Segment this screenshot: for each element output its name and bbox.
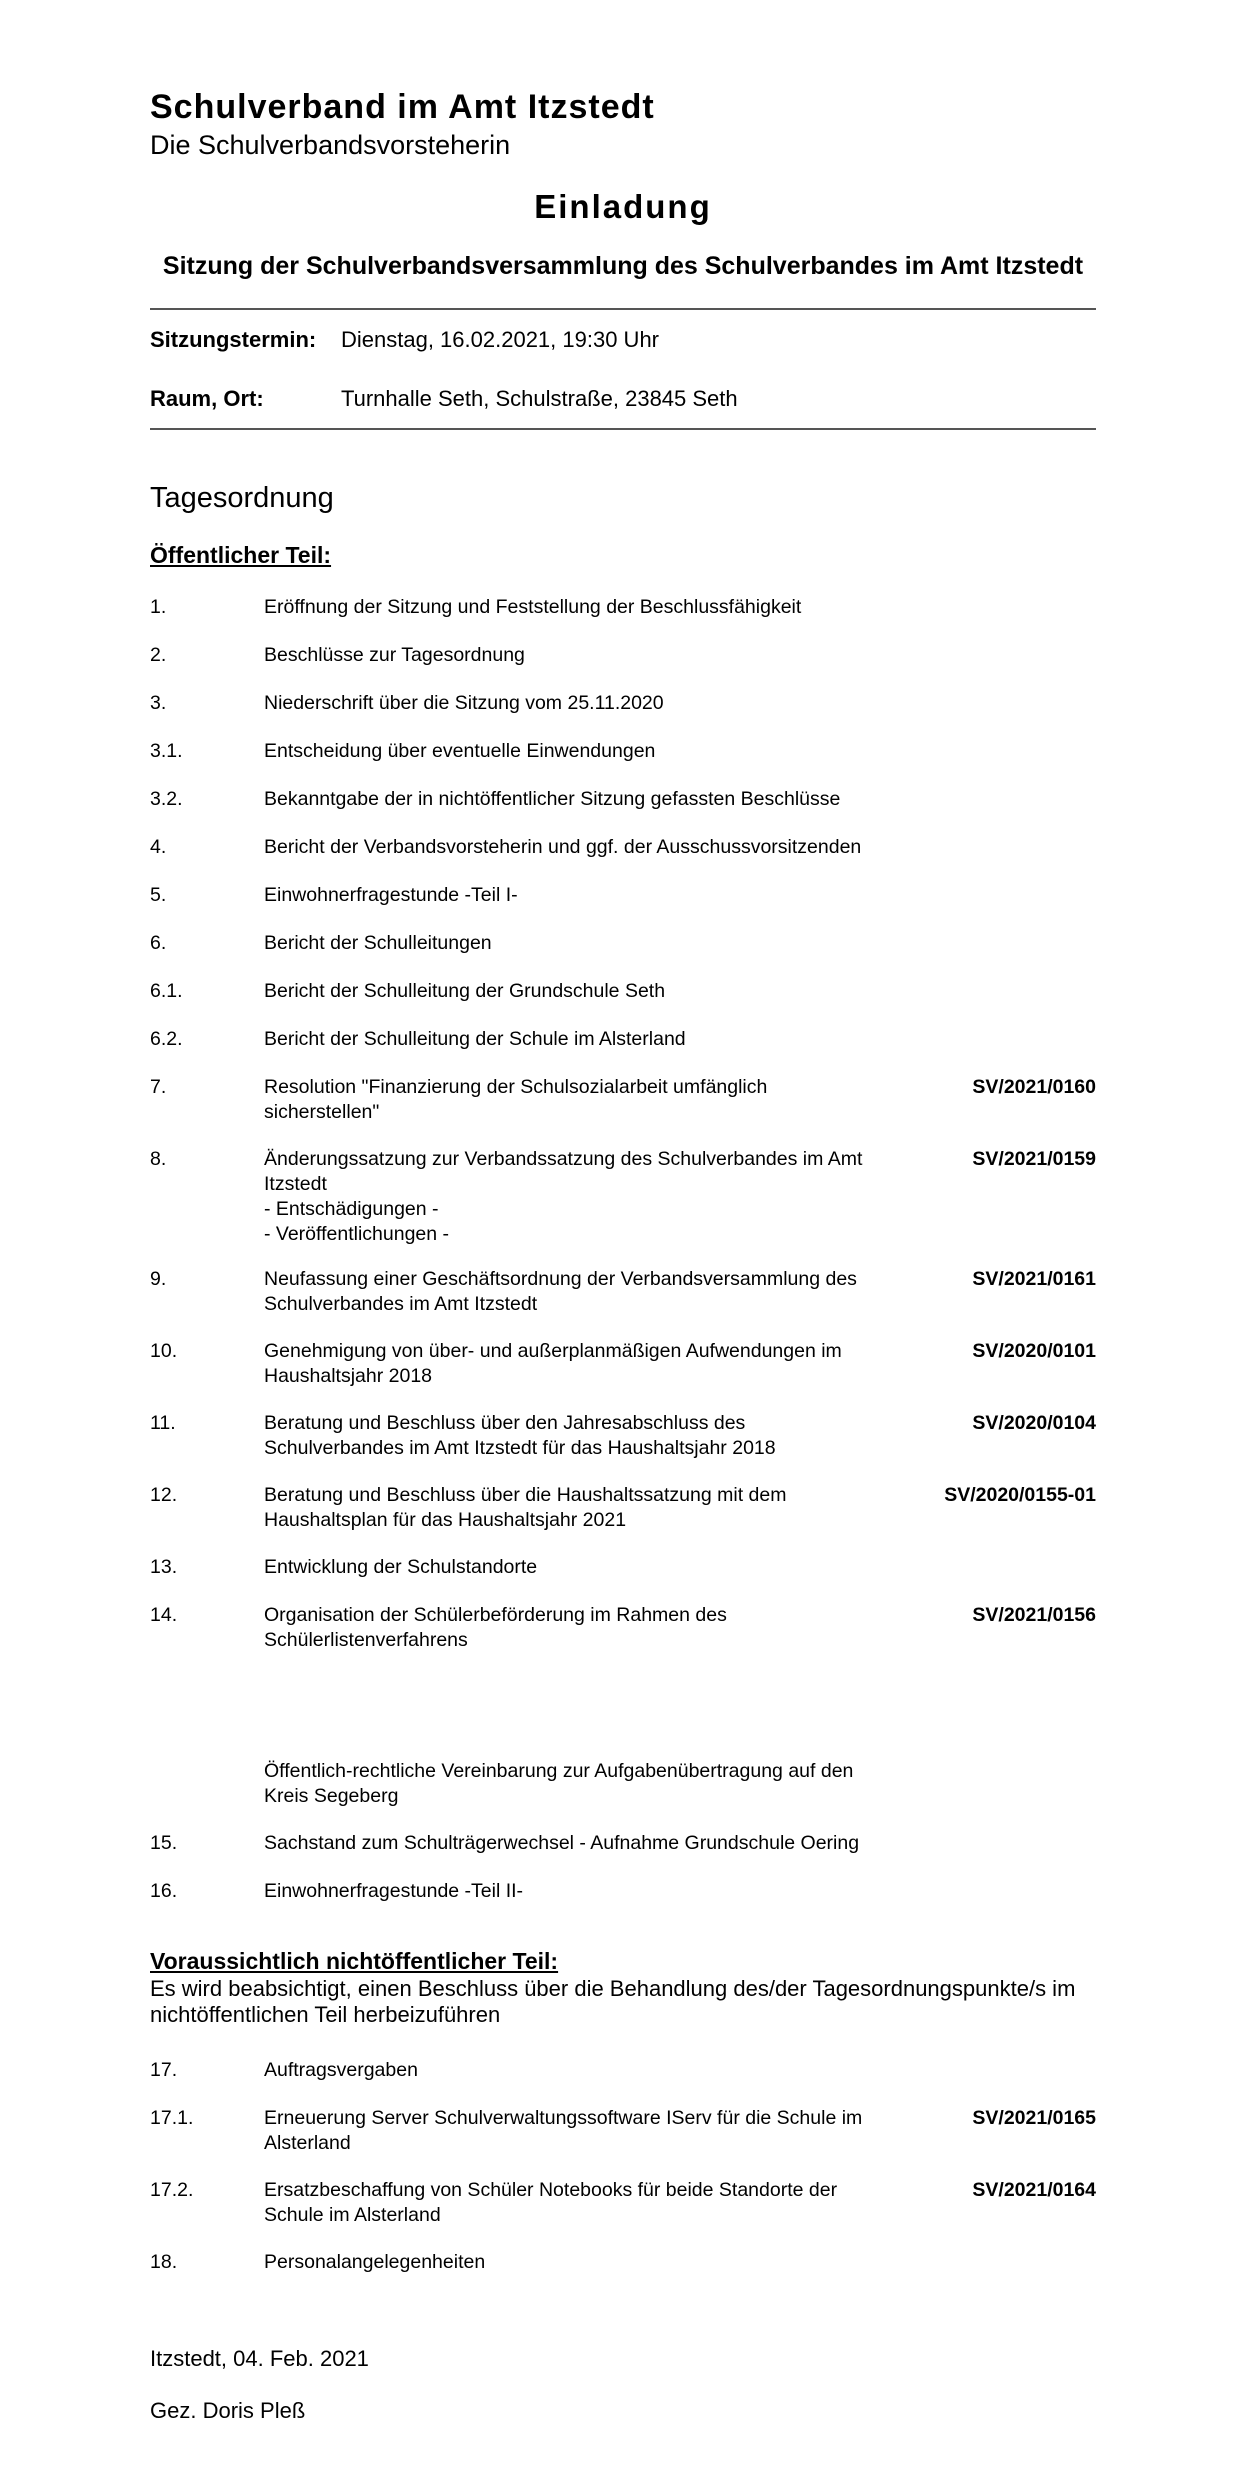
agenda-item-number: 15. (150, 1832, 178, 1854)
agenda-item-reference: SV/2021/0164 (972, 2179, 1096, 2201)
agenda-item-line: Bericht der Schulleitung der Schule im Alsterland (264, 1028, 686, 1050)
agenda-item-line: Beschlüsse zur Tagesordnung (264, 644, 525, 666)
agenda-item-reference: SV/2021/0156 (972, 1604, 1096, 1626)
meeting-date-label: Sitzungstermin: (150, 327, 317, 352)
private-section-heading: Voraussichtlich nichtöffentlicher Teil: (150, 1948, 559, 1974)
agenda-item-text (264, 1027, 919, 1052)
agenda-item-number: 17. (150, 2059, 178, 2081)
agenda-item-text (264, 643, 919, 668)
agenda-item-line: Schulverbandes im Amt Itzstedt (264, 1293, 538, 1315)
agenda-item-text (264, 2058, 919, 2083)
agenda-item-text (264, 1147, 919, 1247)
agenda-heading: Tagesordnung (150, 482, 334, 514)
agenda-item-line: Itzstedt (264, 1173, 327, 1195)
agenda-item-line: Entscheidung über eventuelle Einwendungen (264, 740, 656, 762)
agenda-item-text (264, 931, 919, 956)
agenda-item-text (264, 1411, 919, 1461)
agenda-item-text (264, 1555, 919, 1580)
agenda-item-text (264, 739, 919, 764)
agenda-item-text (264, 1483, 919, 1533)
agenda-item-text (264, 2250, 919, 2275)
agenda-item-line: Erneuerung Server Schulverwaltungssoftware IServ für die Schule im (264, 2107, 863, 2129)
agenda-item-line: Beratung und Beschluss über den Jahresabschluss des (264, 1412, 746, 1434)
agenda-item-number: 5. (150, 884, 167, 906)
agenda-item-line: Ersatzbeschaffung von Schüler Notebooks für beide Standorte der (264, 2179, 838, 2201)
agenda-item-line: Schule im Alsterland (264, 2204, 441, 2226)
agenda-item-line: Kreis Segeberg (264, 1785, 399, 1807)
agenda-item-reference: SV/2020/0155-01 (944, 1484, 1096, 1506)
agenda-item-text (264, 2106, 919, 2156)
agenda-item-reference: SV/2021/0161 (972, 1268, 1096, 1290)
agenda-item-line: Haushaltsplan für das Haushaltsjahr 2021 (264, 1509, 627, 1531)
agenda-item-text (264, 691, 919, 716)
agenda-item-line: - Veröffentlichungen - (264, 1223, 450, 1245)
private-section-note: Es wird beabsichtigt, einen Beschluss über die Behandlung des/der Tagesordnungspunkte/s im nichtöffentlichen Teil herbeizuführen (150, 1976, 1076, 2027)
agenda-item-number: 9. (150, 1268, 167, 1290)
organization-name: Schulverband im Amt Itzstedt (150, 88, 655, 126)
agenda-item-line: Bericht der Verbandsvorsteherin und ggf. der Ausschussvorsitzenden (264, 836, 862, 858)
footer-signature: Gez. Doris Pleß (150, 2398, 306, 2423)
organization-subtitle: Die Schulverbandsvorsteherin (150, 130, 511, 160)
agenda-item-line: Eröffnung der Sitzung und Feststellung der Beschlussfähigkeit (264, 596, 802, 618)
agenda-item-number: 7. (150, 1076, 167, 1098)
agenda-item-number: 2. (150, 644, 167, 666)
agenda-item-line: - Entschädigungen - (264, 1198, 439, 1220)
agenda-item-text (264, 787, 919, 812)
agenda-item-number: 1. (150, 596, 167, 618)
agenda-item-text (264, 1879, 919, 1904)
agenda-item-line: Bekanntgabe der in nichtöffentlicher Sitzung gefassten Beschlüsse (264, 788, 841, 810)
agenda-item-number: 10. (150, 1340, 178, 1362)
divider-bottom (150, 428, 1096, 430)
agenda-item-number: 17.2. (150, 2179, 194, 2201)
agenda-item-number: 17.1. (150, 2107, 194, 2129)
agenda-item-line: Auftragsvergaben (264, 2059, 418, 2081)
agenda-item-line: Genehmigung von über- und außerplanmäßigen Aufwendungen im (264, 1340, 842, 1362)
agenda-item-text (264, 979, 919, 1004)
agenda-item-number: 12. (150, 1484, 178, 1506)
agenda-item-text (264, 1831, 919, 1856)
agenda-item-text (264, 883, 919, 908)
agenda-item-line: Schülerlistenverfahrens (264, 1629, 468, 1651)
agenda-item-line: Neufassung einer Geschäftsordnung der Verbandsversammlung des (264, 1268, 857, 1290)
agenda-item-line: Einwohnerfragestunde -Teil II- (264, 1880, 524, 1902)
agenda-item-text (264, 1339, 919, 1389)
agenda-item-text (264, 835, 919, 860)
agenda-item-number: 14. (150, 1604, 178, 1626)
agenda-item-number: 3. (150, 692, 167, 714)
agenda-item-text (264, 1603, 919, 1653)
agenda-item-line: Änderungssatzung zur Verbandssatzung des Schulverbandes im Amt (264, 1148, 863, 1170)
agenda-item-number: 13. (150, 1556, 178, 1578)
document-subtitle: Sitzung der Schulverbandsversammlung des Schulverbandes im Amt Itzstedt (162, 252, 1084, 280)
agenda-item-number: 6.2. (150, 1028, 183, 1050)
agenda-item-line: Bericht der Schulleitungen (264, 932, 492, 954)
agenda-item-number: 6. (150, 932, 167, 954)
agenda-item-line: Haushaltsjahr 2018 (264, 1365, 433, 1387)
agenda-item-line: Personalangelegenheiten (264, 2251, 486, 2273)
agenda-item-reference: SV/2021/0159 (972, 1148, 1096, 1170)
agenda-item-number: 3.1. (150, 740, 183, 762)
agenda-item-line: Sachstand zum Schulträgerwechsel - Aufnahme Grundschule Oering (264, 1832, 860, 1854)
footer-place-date: Itzstedt, 04. Feb. 2021 (150, 2346, 369, 2371)
agenda-item-line: Organisation der Schülerbeförderung im Rahmen des (264, 1604, 727, 1626)
agenda-item-number: 16. (150, 1880, 178, 1902)
document-title: Einladung (534, 188, 712, 225)
agenda-item-line: Bericht der Schulleitung der Grundschule Seth (264, 980, 666, 1002)
agenda-item-line: Schulverbandes im Amt Itzstedt für das Haushaltsjahr 2018 (264, 1437, 776, 1459)
agenda-item-number: 18. (150, 2251, 178, 2273)
meeting-place-value: Turnhalle Seth, Schulstraße, 23845 Seth (341, 386, 738, 411)
agenda-item-number: 4. (150, 836, 167, 858)
agenda-item-text (264, 1075, 919, 1125)
agenda-item-reference: SV/2021/0165 (972, 2107, 1096, 2129)
agenda-item-text (264, 1267, 919, 1317)
agenda-item-reference: SV/2020/0101 (972, 1340, 1096, 1362)
public-section-heading: Öffentlicher Teil: (150, 542, 332, 568)
agenda-item-text (264, 2178, 919, 2228)
meeting-place-label: Raum, Ort: (150, 386, 264, 411)
agenda-item-line: Resolution "Finanzierung der Schulsozialarbeit umfänglich (264, 1076, 768, 1098)
agenda-item-line: Einwohnerfragestunde -Teil I- (264, 884, 518, 906)
divider-top (150, 308, 1096, 310)
agenda-item-line: Entwicklung der Schulstandorte (264, 1556, 538, 1578)
meeting-date-value: Dienstag, 16.02.2021, 19:30 Uhr (341, 327, 660, 352)
agenda-item-number: 3.2. (150, 788, 183, 810)
agenda-item-reference: SV/2020/0104 (972, 1412, 1096, 1434)
agenda-item-line: sicherstellen" (264, 1101, 380, 1123)
agenda-item-text (264, 595, 919, 620)
agenda-item-line: Beratung und Beschluss über die Haushaltssatzung mit dem (264, 1484, 787, 1506)
agenda-item-number: 8. (150, 1148, 167, 1170)
agenda-item-line: Alsterland (264, 2132, 351, 2154)
agenda-item-line: Niederschrift über die Sitzung vom 25.11.2020 (264, 692, 664, 714)
agenda-item-text (264, 1759, 919, 1809)
agenda-item-number: 6.1. (150, 980, 183, 1002)
agenda-item-number: 11. (150, 1412, 176, 1434)
agenda-item-line: Öffentlich-rechtliche Vereinbarung zur Aufgabenübertragung auf den (264, 1760, 854, 1782)
agenda-item-reference: SV/2021/0160 (972, 1076, 1096, 1098)
